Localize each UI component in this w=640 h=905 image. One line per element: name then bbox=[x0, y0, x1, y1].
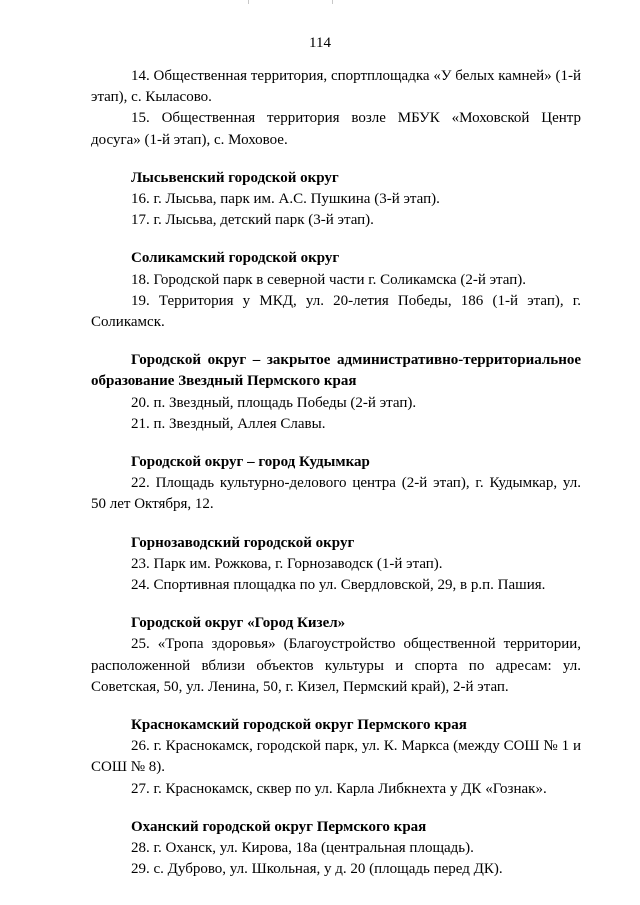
list-item: 25. «Тропа здоровья» (Благоустройство общественной территории, расположенной вблизи объектов культуры и спорта по адресам: ул. Советская, 50, ул. Ленина, 50, г. Кизел, Пермский край), 2-й этап. bbox=[91, 636, 581, 695]
section bbox=[91, 452, 581, 516]
list-item: 18. Городской парк в северной части г. Соликамска (2-й этап). bbox=[131, 271, 527, 288]
scan-artifact bbox=[332, 0, 333, 4]
list-item: 24. Спортивная площадка по ул. Свердловской, 29, в р.п. Пашия. bbox=[131, 577, 546, 594]
section-header: Оханский городской округ Пермского края bbox=[131, 818, 427, 835]
scan-artifact bbox=[248, 0, 249, 4]
section bbox=[91, 613, 581, 698]
list-item: 17. г. Лысьва, детский парк (3-й этап). bbox=[131, 212, 374, 229]
section-header: Городской округ «Город Кизел» bbox=[131, 615, 346, 632]
section bbox=[91, 66, 581, 151]
section-header: Лысьвенский городской округ bbox=[131, 169, 339, 186]
section bbox=[91, 168, 581, 232]
section bbox=[91, 533, 581, 597]
document-body bbox=[91, 66, 581, 881]
list-item: 16. г. Лысьва, парк им. А.С. Пушкина (3-й этап). bbox=[131, 191, 440, 208]
list-item: 23. Парк им. Рожкова, г. Горнозаводск (1-й этап). bbox=[131, 555, 443, 572]
list-item: 15. Общественная территория возле МБУК «Моховской Центр досуга» (1-й этап), с. Моховое. bbox=[91, 110, 581, 148]
list-item: 27. г. Краснокамск, сквер по ул. Карла Либкнехта у ДК «Гознак». bbox=[131, 780, 547, 797]
list-item: 21. п. Звездный, Аллея Славы. bbox=[131, 415, 326, 432]
list-item: 28. г. Оханск, ул. Кирова, 18а (центральная площадь). bbox=[131, 840, 474, 857]
section bbox=[91, 350, 581, 435]
section bbox=[91, 715, 581, 800]
section-header: Соликамский городской округ bbox=[131, 250, 340, 267]
list-item: 26. г. Краснокамск, городской парк, ул. К. Маркса (между СОШ № 1 и СОШ № 8). bbox=[91, 738, 581, 776]
section bbox=[91, 817, 581, 881]
section bbox=[91, 248, 581, 333]
section-header: Городской округ – город Кудымкар bbox=[131, 454, 370, 471]
list-item: 19. Территория у МКД, ул. 20-летия Победы, 186 (1-й этап), г. Соликамск. bbox=[91, 292, 581, 331]
section-header: Городской округ – закрытое административно-территориальное образование Звездный Пермского края bbox=[91, 352, 581, 390]
list-item: 20. п. Звездный, площадь Победы (2-й этап). bbox=[131, 394, 417, 411]
list-item: 14. Общественная территория, спортплощадка «У белых камней» (1-й этап), с. Кыласово. bbox=[91, 68, 581, 106]
list-item: 29. с. Дуброво, ул. Школьная, у д. 20 (площадь перед ДК). bbox=[131, 861, 503, 878]
list-item: 22. Площадь культурно-делового центра (2-й этап), г. Кудымкар, ул. 50 лет Октября, 12. bbox=[91, 475, 581, 513]
page-number: 114 bbox=[309, 35, 331, 51]
section-header: Горнозаводский городской округ bbox=[131, 534, 355, 551]
section-header: Краснокамский городской округ Пермского края bbox=[131, 717, 467, 734]
